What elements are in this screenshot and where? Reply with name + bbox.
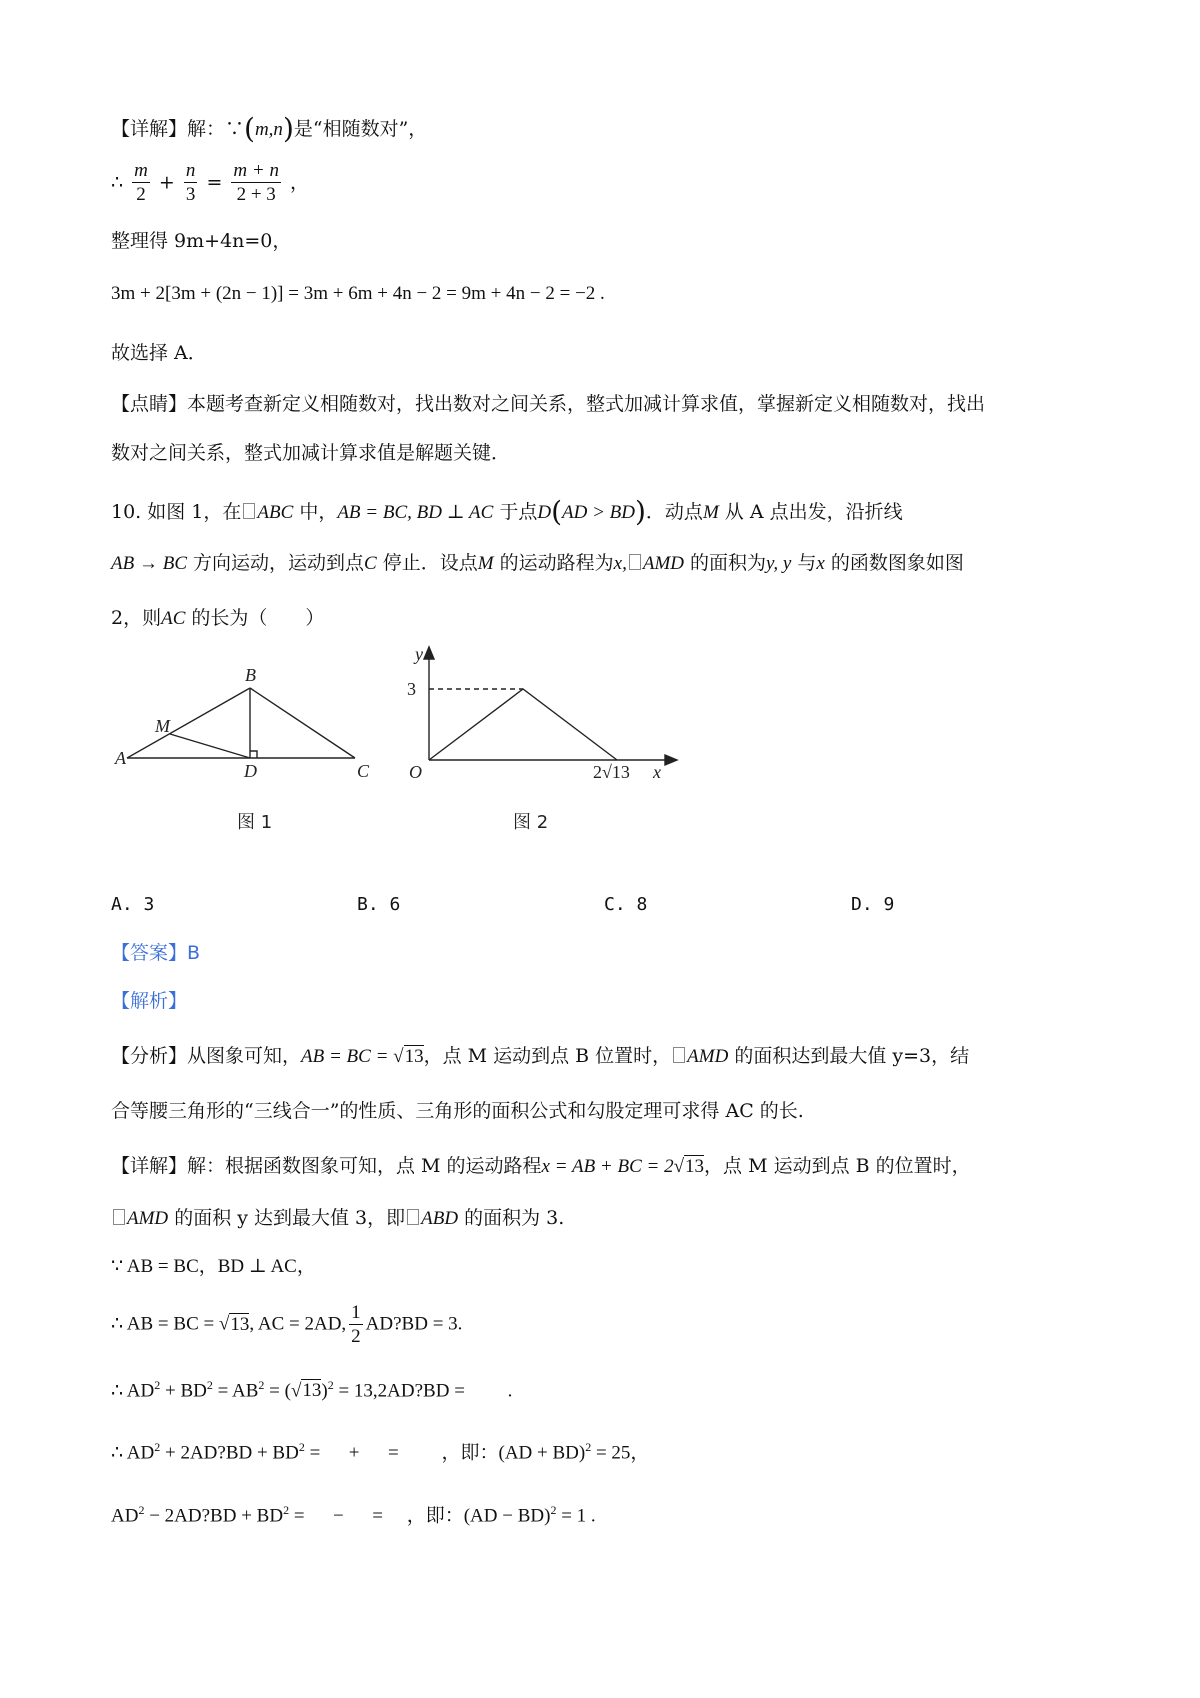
step-3: ∴ $AD^2 + BD^2 = AB^2 = (√13)^2$ = 13,2AD?BD = . [111, 1378, 513, 1402]
fraction-one-half: $\frac{1}{2}$ [351, 1302, 361, 1347]
fraction-m-2: $\frac{m}{2}$ [134, 160, 148, 205]
label-d: D [244, 761, 257, 781]
detail-suffix: 是“相随数对”， [293, 118, 428, 140]
label-a: A [115, 748, 126, 768]
figure-1-triangle [105, 660, 395, 840]
analysis-line-2: 合等腰三角形的“三线合一”的性质、三角形的面积公式和勾股定理可求得 AC 的长. [111, 1100, 804, 1122]
y-tick-label: 3 [407, 679, 416, 699]
figure-2-graph [395, 645, 680, 840]
question-10-line-2: AB → BC 方向运动，运动到点C 停止．设点M 的运动路程为x, AMD 的面积为y, y 与x 的函数图象如图 [111, 552, 964, 574]
step-1: ∵ AB = BC，BD ⊥ AC， [111, 1256, 316, 1277]
option-d[interactable]: D. 9 [851, 894, 895, 915]
comment-line-2: 数对之间关系，整式加减计算求值是解题关键． [111, 442, 511, 464]
step-2: ∴ AB = BC = √13, AC = 2AD, $\frac{1}{2}$ AD?BD = 3. [111, 1302, 463, 1347]
label-m: M [155, 716, 170, 736]
pair-mn: m,n [254, 119, 283, 140]
answer-label: 【答案】B [111, 942, 201, 964]
figure-1-caption: 图 1 [237, 812, 273, 833]
option-b[interactable]: B. 6 [357, 894, 401, 915]
question-10-line-1: 10. 如图 1，在 ABC 中，AB = BC, BD ⊥ AC 于点D(AD > BD)．动点M 从 A 点出发，沿折线 [111, 495, 903, 528]
choose-answer-line: 故选择 A． [111, 342, 207, 364]
triangle-symbol-icon [243, 503, 255, 519]
analysis-heading: 【解析】 [111, 990, 188, 1012]
triangle-symbol-icon [629, 554, 641, 570]
fraction-equation: ∴ $\frac{m}{2}$ + $\frac{n}{3}$ = $\frac{m + n}{2 + 3}$ ， [111, 160, 310, 205]
fraction-sum: $\frac{m + n}{2 + 3}$ [233, 160, 279, 205]
step-5: $AD^2$ − 2AD?BD + $BD^2$ = − = ，即：(AD − BD)$^2$ = 1 . [111, 1503, 596, 1527]
detail-line-1: 【详解】解：根据函数图象可知，点 M 的运动路程x = AB + BC = 2√13，点 M 运动到点 B 的位置时， [111, 1155, 971, 1177]
segment-md [170, 734, 250, 758]
label-c: C [357, 761, 370, 781]
question-10-line-3: 2，则AC 的长为（ ） [111, 607, 325, 629]
side-ab [127, 688, 250, 758]
analysis-line-1: 【分析】从图象可知，AB = BC = √13，点 M 运动到点 B 位置时， AMD 的面积达到最大值 y=3，结 [111, 1045, 970, 1067]
detail-line-2: AMD 的面积 y 达到最大值 3，即 ABD 的面积为 3. [111, 1207, 564, 1231]
right-angle-mark [250, 751, 257, 758]
option-c[interactable]: C. 8 [604, 894, 648, 915]
option-a[interactable]: A. 3 [111, 894, 155, 915]
triangle-symbol-icon [113, 1209, 125, 1225]
x-axis-label: x [653, 762, 661, 782]
step-4: ∴ $AD^2$ + 2AD?BD + $BD^2$ = + = ，即：(AD + BD)$^2$ = 25， [111, 1440, 650, 1464]
solution-detail-line-1: 【详解】解：∵(m,n)是“相随数对”， [111, 112, 428, 145]
x-tick-label: 2√13 [593, 762, 630, 782]
compute-line: 3m + 2[3m + (2n − 1)] = 3m + 6m + 4n − 2 = 9m + 4n − 2 = −2 . [111, 283, 605, 304]
x-axis-arrow [665, 755, 677, 765]
triangle-symbol-icon [673, 1047, 685, 1063]
y-axis-label: y [415, 645, 423, 664]
comment-line-1: 【点睛】本题考查新定义相随数对，找出数对之间关系，整式加减计算求值，掌握新定义相随数对，找出 [111, 393, 986, 415]
simplify-line: 整理得 9m+4n=0， [111, 230, 292, 252]
function-graph-line [429, 689, 617, 760]
label-b: B [245, 665, 256, 685]
fraction-n-3: $\frac{n}{3}$ [185, 160, 196, 205]
y-axis-arrow [424, 647, 434, 659]
detail-prefix: 【详解】解：∵ [111, 118, 245, 140]
origin-label: O [409, 762, 422, 782]
figure-2-caption: 图 2 [513, 812, 549, 833]
triangle-symbol-icon [407, 1209, 419, 1225]
side-bc [250, 688, 355, 758]
